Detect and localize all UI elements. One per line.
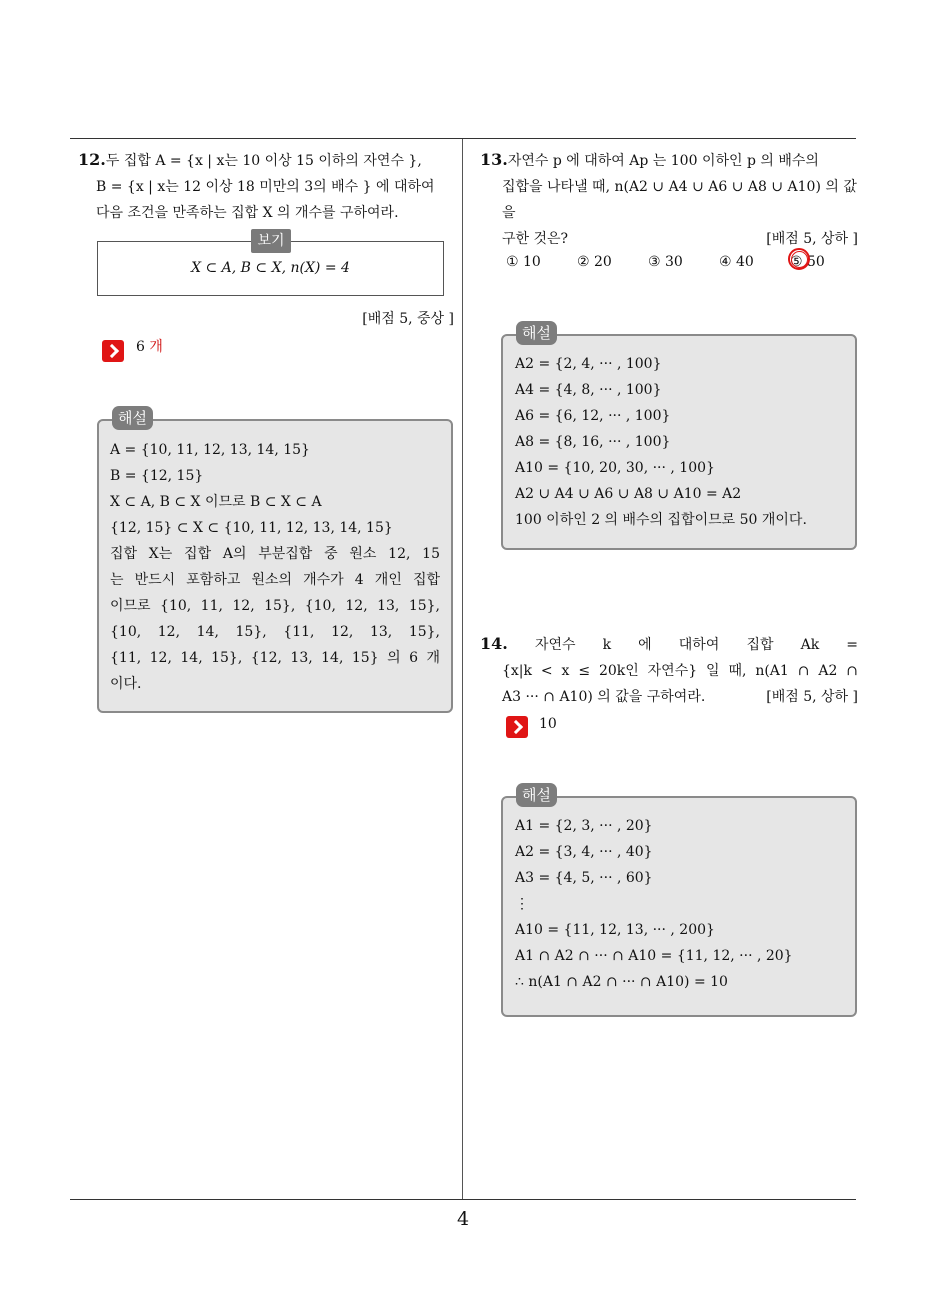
choice-4[interactable]: ④ 40	[719, 254, 754, 270]
question-12-line-2: B = {x | x는 12 이상 18 미만의 3의 배수 } 에 대하여	[96, 179, 435, 195]
question-13-line-2: 집합을 나타낼 때, n(A2 ∪ A4 ∪ A6 ∪ A8 ∪ A10) 의 값을	[502, 179, 857, 221]
solution-12-line: A = {10, 11, 12, 13, 14, 15}	[110, 442, 310, 458]
solution-14-line: A1 = {2, 3, ··· , 20}	[515, 818, 653, 834]
question-14-line-2: {x|k < x ≤ 20k인 자연수} 일 때, n(A1 ∩ A2 ∩	[502, 663, 858, 679]
solution-12-line: B = {12, 15}	[110, 468, 204, 484]
solution-label-13: 해설	[516, 321, 557, 345]
question-14-line-1: 자연수 k 에 대하여 집합 Ak =	[534, 637, 858, 653]
answer-arrow-icon	[102, 340, 124, 362]
solution-label-12: 해설	[112, 406, 153, 430]
question-13	[480, 147, 858, 252]
solution-12-line: {10, 12, 14, 15}, {11, 12, 13, 15},	[110, 624, 440, 640]
choice-2[interactable]: ② 20	[577, 254, 612, 270]
solution-14-line: A3 = {4, 5, ··· , 60}	[515, 870, 653, 886]
solution-13-line: A2 = {2, 4, ··· , 100}	[515, 356, 662, 372]
question-12-line-3: 다음 조건을 만족하는 집합 X 의 개수를 구하여라.	[96, 205, 399, 221]
top-rule	[70, 138, 856, 139]
solution-12-line: 이므로 {10, 11, 12, 15}, {10, 12, 13, 15},	[110, 598, 440, 614]
solution-12-line: 집합 X는 집합 A의 부분집합 중 원소 12, 15	[110, 546, 440, 562]
bottom-rule	[70, 1199, 856, 1200]
bogi-label: 보기	[251, 229, 291, 253]
answer-arrow-icon	[506, 716, 528, 738]
question-14-score: [배점 5, 상하 ]	[766, 689, 858, 705]
solution-lines-14	[515, 813, 850, 995]
choice-1[interactable]: ① 10	[506, 254, 541, 270]
solution-12-line: {12, 15} ⊂ X ⊂ {10, 11, 12, 13, 14, 15}	[110, 520, 393, 536]
question-12-number: 12.	[78, 150, 106, 169]
solution-13-line: A8 = {8, 16, ··· , 100}	[515, 434, 671, 450]
solution-14-line: A2 = {3, 4, ··· , 40}	[515, 844, 653, 860]
answer-circle-mark-inner	[791, 251, 808, 268]
question-12-score: [배점 5, 중상 ]	[362, 311, 454, 327]
choice-5[interactable]: ⑤ 50	[790, 254, 825, 270]
solution-13-line: 100 이하인 2 의 배수의 집합이므로 50 개이다.	[515, 512, 807, 528]
question-12-answer-unit: 개	[149, 339, 163, 355]
column-divider	[462, 139, 463, 1200]
question-12-answer	[136, 336, 163, 358]
question-13-number: 13.	[480, 150, 508, 169]
question-14-number: 14.	[480, 634, 508, 653]
solution-12-line: 이다.	[110, 676, 142, 692]
solution-13-line: A6 = {6, 12, ··· , 100}	[515, 408, 671, 424]
solution-label-14: 해설	[516, 783, 557, 807]
solution-12-line: X ⊂ A, B ⊂ X 이므로 B ⊂ X ⊂ A	[110, 494, 322, 510]
question-13-score: [배점 5, 상하 ]	[766, 231, 858, 247]
question-13-line-1: 자연수 p 에 대하여 Ap 는 100 이하인 p 의 배수의	[507, 153, 819, 169]
page-number: 4	[456, 1208, 470, 1230]
solution-14-line: ∴ n(A1 ∩ A2 ∩ ··· ∩ A10) = 10	[515, 974, 728, 990]
solution-12-line: 는 반드시 포함하고 원소의 개수가 4 개인 집합	[110, 572, 440, 588]
solution-12-line: {11, 12, 14, 15}, {12, 13, 14, 15} 의 6 개	[110, 650, 440, 666]
solution-13-line: A4 = {4, 8, ··· , 100}	[515, 382, 662, 398]
choice-3[interactable]: ③ 30	[648, 254, 683, 270]
solution-14-line: ⋮	[515, 896, 529, 912]
question-13-line-3: 구한 것은?	[502, 231, 569, 247]
solution-13-line: A10 = {10, 20, 30, ··· , 100}	[515, 460, 715, 476]
question-14	[480, 631, 858, 710]
question-14-answer: 10	[539, 716, 557, 732]
bogi-content: X ⊂ A, B ⊂ X, n(X) = 4	[191, 260, 350, 276]
solution-14-line: A1 ∩ A2 ∩ ··· ∩ A10 = {11, 12, ··· , 20}	[515, 948, 793, 964]
solution-14-line: A10 = {11, 12, 13, ··· , 200}	[515, 922, 715, 938]
question-12	[78, 147, 456, 226]
solution-lines-12	[110, 437, 440, 697]
question-12-answer-value: 6	[136, 339, 145, 355]
solution-13-line: A2 ∪ A4 ∪ A6 ∪ A8 ∪ A10 = A2	[515, 486, 742, 502]
question-14-line-3: A3 ··· ∩ A10) 의 값을 구하여라.	[502, 689, 706, 705]
solution-lines-13	[515, 351, 850, 533]
question-12-line-1: 두 집합 A = {x | x는 10 이상 15 이하의 자연수 },	[105, 153, 422, 169]
